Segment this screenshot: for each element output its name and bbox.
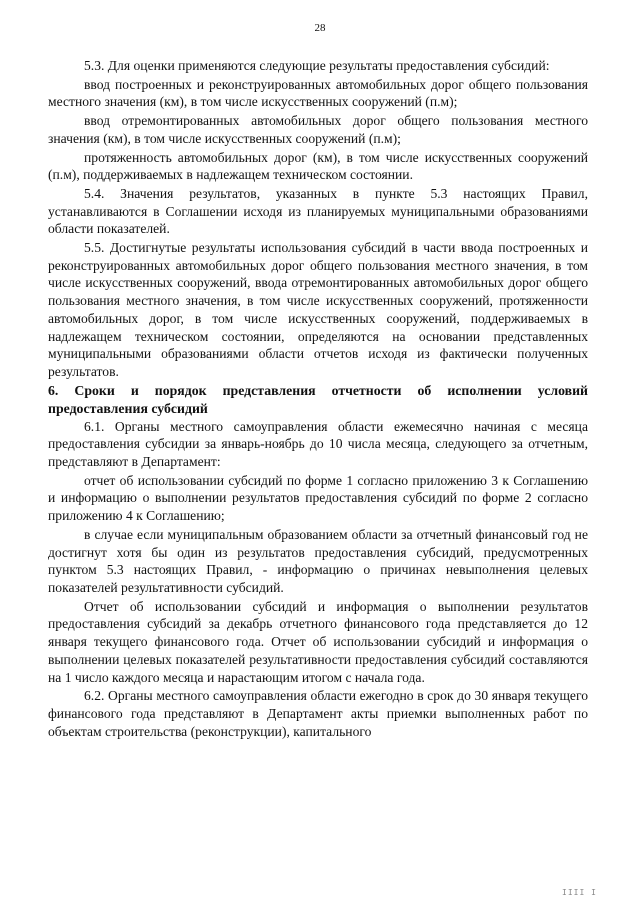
- paragraph-6-1-item-2: в случае если муниципальным образованием области за отчетный финансовый год не достигнут хотя бы один из результатов предоставления субсидий, предусмотренных пунктом 5.3 настоящих Правил, - информацию о причинах невыполнения целевых показателей результативности субсидий.: [48, 526, 588, 595]
- paragraph-6-2: 6.2. Органы местного самоуправления области ежегодно в срок до 30 января текущего финансового года представляют в Департамент акты приемки выполненных работ по объектам строительства (реконструкции), капитального: [48, 688, 588, 739]
- paragraph-5-3: 5.3. Для оценки применяются следующие результаты предоставления субсидий:: [84, 58, 550, 73]
- paragraph-5-3-item-2: ввод отремонтированных автомобильных дорог общего пользования местного значения (км), в том числе искусственных сооружений (п.м);: [48, 113, 588, 146]
- paragraph-5-3-item-1: ввод построенных и реконструированных автомобильных дорог общего пользования местного значения (км), в том числе искусственных сооружений (п.м);: [48, 76, 588, 110]
- paragraph-6-1-item-1: отчет об использовании субсидий по форме 1 согласно приложению 3 к Соглашению и информацию о выполнении результатов предоставления субсидий по форме 2 согласно приложению 4 к Соглашению;: [48, 472, 588, 524]
- paragraph-5-3-item-3: протяженность автомобильных дорог (км), в том числе искусственных сооружений (п.м), поддерживаемых в надлежащем техническом состоянии.: [48, 149, 588, 183]
- document-body: [48, 57, 588, 741]
- section-6-heading: 6. Сроки и порядок представления отчетности об исполнении условий предоставления субсидий: [48, 382, 588, 416]
- paragraph-5-4: 5.4. Значения результатов, указанных в пункте 5.3 настоящих Правил, устанавливаются в Соглашении исходя из планируемых муниципальными образованиями области показателей.: [48, 185, 588, 237]
- paragraph-6-1: 6.1. Органы местного самоуправления области ежемесячно начиная с месяца предоставления субсидии за январь-ноябрь до 10 числа месяца, следующего за отчетным, представляют в Департамент:: [48, 418, 588, 470]
- paragraph-6-1-report: Отчет об использовании субсидий и информация о выполнении результатов предоставления субсидий за декабрь отчетного финансового года представляется до 12 января текущего финансового года. Отчет об использовании субсидий и информация о выполнении целевых показателей результативности предоставления субсидий составляются на 1 число каждого месяца и нарастающим итогом с начала года.: [48, 598, 588, 685]
- page-number: 28: [314, 22, 326, 34]
- scan-footer-mark: IIII I: [562, 888, 597, 897]
- paragraph-5-5: 5.5. Достигнутые результаты использования субсидий в части ввода построенных и реконструированных автомобильных дорог общего пользования местного значения, в том числе искусственных сооружений, ввода отремонтированных автомобильных дорог общего пользования местного значения, в том числе искусственных сооружений, протяженности автомобильных дорог, в том числе искусственных сооружений, поддерживаемых в надлежащем техническом состоянии, определяются на основании представленных муниципальными образованиями области отчетов исходя из фактически полученных результатов.: [48, 240, 588, 379]
